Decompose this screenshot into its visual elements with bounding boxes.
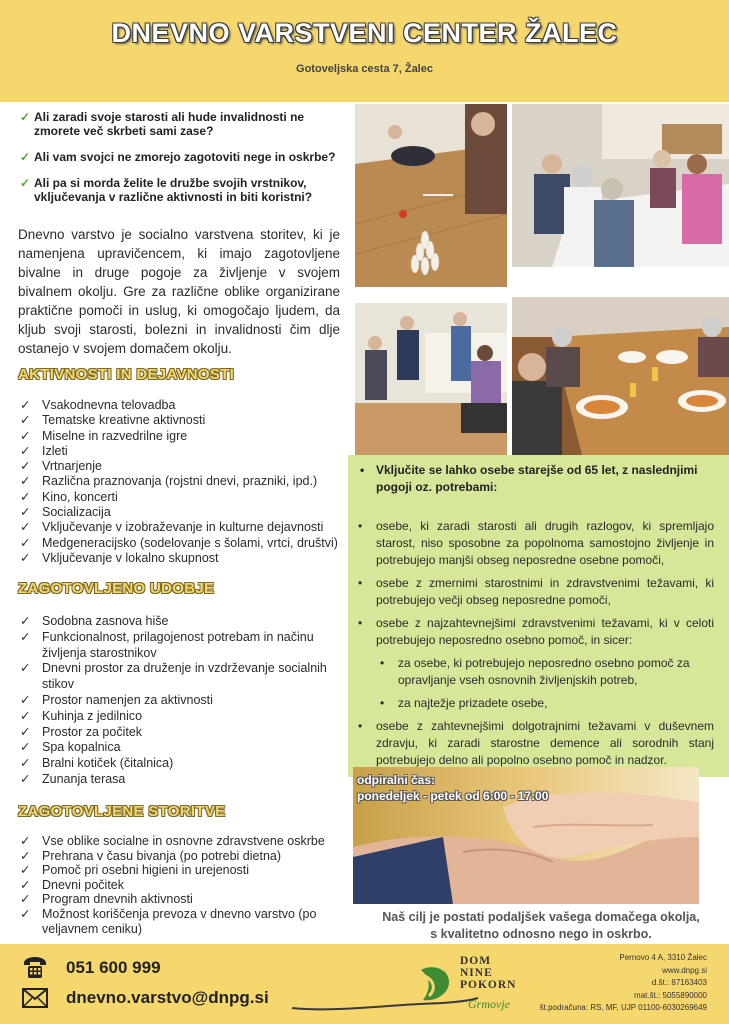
service-item: ✓ Dnevni počitek xyxy=(20,877,124,892)
eligibility-subitem: • za osebe, ki potrebujejo neposredno osebno pomoč za opravljanje vseh osnovnih življenjskih potreb, xyxy=(380,656,690,687)
services-heading: ZAGOTOVLJENE STORITVE xyxy=(18,803,226,820)
photo-bowling xyxy=(355,104,507,287)
comfort-item: ✓ Dnevni prostor za druženje in vzdrževanje socialnih stikov xyxy=(20,661,327,692)
service-item: ✓ Prehrana v času bivanja (po potrebi dietna) xyxy=(20,848,282,863)
intro-paragraph: Dnevno varstvo je socialno varstvena storitev, ki je namenjena upravičencem, ki imajo zagotovljene bivalne in druge pogoje za življenje v svojem bivalnem okolju. Gre za različne oblike organizirane praktične pomoči in uslug, ki omogočajo ljudem, da kljub svoji starosti, bolezni in invalidnosti čim dlje ostanejo v svojem domačem okolju. xyxy=(18,227,340,356)
comfort-item: ✓ Prostor namenjen za aktivnosti xyxy=(20,692,213,707)
leaf-logo-icon xyxy=(415,962,455,1006)
bullet-icon: • xyxy=(380,696,385,710)
email-contact[interactable] xyxy=(22,987,269,1009)
check-icon: ✓ xyxy=(20,740,31,755)
email-address: dnevno.varstvo@dnpg.si xyxy=(66,988,269,1007)
service-item: ✓ Program dnevnih aktivnosti xyxy=(20,892,193,907)
check-icon: ✓ xyxy=(20,724,31,739)
check-icon: ✓ xyxy=(20,629,31,644)
bullet-icon: • xyxy=(358,616,363,630)
comfort-item: ✓ Spa kopalnica xyxy=(20,740,121,755)
eligibility-item: • osebe z najzahtevnejšimi zdravstvenimi težavami, ki v celoti potrebujejo neposredno osebno pomoč, in sicer: xyxy=(358,616,714,647)
check-icon: ✓ xyxy=(20,443,31,458)
check-icon: ✓ xyxy=(20,692,31,707)
eligibility-list xyxy=(358,518,714,775)
activity-item: ✓ Kino, koncerti xyxy=(20,489,118,504)
center-address: Gotoveljska cesta 7, Žalec xyxy=(296,63,433,75)
check-icon: ✓ xyxy=(20,877,31,892)
service-item: ✓ Pomoč pri osebni higieni in urejenosti xyxy=(20,863,250,878)
eligibility-lead: • Vključite se lahko osebe starejše od 65 let, z naslednjimi pogoji oz. potrebami: xyxy=(360,463,698,494)
comfort-list xyxy=(20,614,330,788)
activity-item: ✓ Socializacija xyxy=(20,505,111,520)
check-icon: ✓ xyxy=(20,834,31,848)
check-icon: ✓ xyxy=(20,413,31,428)
photo-lunch xyxy=(512,297,729,455)
check-icon: ✓ xyxy=(20,176,31,190)
footer-registration-number: mat.št.: 5055890000 xyxy=(634,990,707,1000)
activity-item: ✓ Vključevanje v lokalno skupnost xyxy=(20,550,219,565)
header-banner xyxy=(0,0,729,102)
services-list xyxy=(20,834,340,936)
activities-heading: AKTIVNOSTI IN DEJAVNOSTI xyxy=(18,366,235,383)
comfort-item: ✓ Kuhinja z jedilnico xyxy=(20,708,143,723)
footer-tax-number: d.št.: 87163403 xyxy=(651,978,707,987)
bullet-icon: • xyxy=(360,463,365,477)
intro-questions xyxy=(20,110,340,216)
comfort-heading: ZAGOTOVLJENO UDOBJE xyxy=(18,580,215,597)
eligibility-item: • osebe, ki zaradi starosti ali drugih razlogov, ki spremljajo starost, niso sposobne za popolnoma samostojno življenje in potrebujejo manjši obseg neposredne osebne pomoči, xyxy=(358,519,714,567)
phone-icon xyxy=(22,955,48,981)
comfort-item: ✓ Sodobna zasnova hiše xyxy=(20,614,169,628)
activity-item: ✓ Vključevanje v izobraževanje in kulturne dejavnosti xyxy=(20,520,324,535)
activities-list xyxy=(20,398,350,566)
check-icon: ✓ xyxy=(20,489,31,504)
activity-item: ✓ Izleti xyxy=(20,443,68,458)
activity-item: ✓ Različna praznovanja (rojstni dnevi, prazniki, ipd.) xyxy=(20,474,318,489)
activity-item: ✓ Vsakodnevna telovadba xyxy=(20,398,176,412)
phone-number: 051 600 999 xyxy=(66,958,161,977)
check-icon: ✓ xyxy=(20,848,31,863)
activity-item: ✓ Vrtnarjenje xyxy=(20,459,102,474)
check-icon: ✓ xyxy=(20,892,31,907)
service-item: ✓ Vse oblike socialne in osnovne zdravstvene oskrbe xyxy=(20,834,325,848)
comfort-item: ✓ Funkcionalnost, prilagojenost potrebam in načinu življenja starostnikov xyxy=(20,629,314,660)
check-icon: ✓ xyxy=(20,535,31,550)
check-icon: ✓ xyxy=(20,505,31,520)
footer-address: Pernovo 4 A, 3310 Žalec xyxy=(619,953,707,962)
logo-subtitle: Grmovje xyxy=(468,997,510,1011)
photo-exercise xyxy=(355,303,507,455)
check-icon: ✓ xyxy=(20,474,31,489)
check-icon: ✓ xyxy=(20,708,31,723)
check-icon: ✓ xyxy=(20,520,31,535)
check-icon: ✓ xyxy=(20,550,31,565)
footer-bank-account: št.podračuna: RS, MF, UJP 01100-6030269649 xyxy=(539,1003,707,1012)
footer-website[interactable]: www.dnpg.si xyxy=(662,965,707,975)
service-item: ✓ Možnost koriščenja prevoza v dnevno varstvo (po veljavnem ceniku) xyxy=(20,906,317,936)
photo-group-table xyxy=(512,104,729,267)
check-icon: ✓ xyxy=(20,459,31,474)
logo-text: DOM NINE POKORN xyxy=(460,955,517,991)
bullet-icon: • xyxy=(380,656,385,670)
eligibility-item: • osebe z zahtevnejšimi dolgotrajnimi težavami v duševnem zdravju, ki zaradi starostne demence ali sorodnih stanj potrebujejo delno ali popolno osebno pomoč in nadzor. xyxy=(358,719,714,767)
comfort-item: ✓ Prostor za počitek xyxy=(20,724,143,739)
check-icon: ✓ xyxy=(20,661,31,676)
phone-contact[interactable] xyxy=(22,955,161,981)
check-icon: ✓ xyxy=(20,771,31,786)
intro-question: ✓ Ali zaradi svoje starosti ali hude invalidnosti ne zmorete več skrbeti sami zase? xyxy=(20,110,305,138)
check-icon: ✓ xyxy=(20,614,31,628)
check-icon: ✓ xyxy=(20,398,31,412)
comfort-item: ✓ Zunanja terasa xyxy=(20,771,126,786)
comfort-item: ✓ Bralni kotiček (čitalnica) xyxy=(20,756,174,771)
bullet-icon: • xyxy=(358,576,363,590)
activity-item: ✓ Miselne in razvedrilne igre xyxy=(20,428,188,443)
check-icon: ✓ xyxy=(20,428,31,443)
intro-question: ✓ Ali vam svojci ne zmorejo zagotoviti nege in oskrbe? xyxy=(20,150,336,164)
check-icon: ✓ xyxy=(20,150,31,164)
eligibility-item: • osebe z zmernimi starostnimi in zdravstvenimi težavami, ki potrebujejo večji obseg neposredne pomoči, xyxy=(358,576,714,607)
envelope-icon xyxy=(22,987,48,1009)
activity-item: ✓ Tematske kreativne aktivnosti xyxy=(20,413,206,428)
check-icon: ✓ xyxy=(20,863,31,878)
check-icon: ✓ xyxy=(20,756,31,771)
check-icon: ✓ xyxy=(20,906,31,921)
eligibility-subitem: • za najtežje prizadete osebe, xyxy=(380,696,548,710)
goal-statement: Naš cilj je postati podaljšek vašega domačega okolja, s kvalitetno odnosno nego in oskrbo. xyxy=(382,910,700,941)
page-title: DNEVNO VARSTVENI CENTER ŽALEC xyxy=(111,18,618,48)
opening-hours: odpiralni čas: ponedeljek - petek od 6:00 - 17:00 xyxy=(357,773,549,803)
bullet-icon: • xyxy=(358,519,363,533)
check-icon: ✓ xyxy=(20,110,31,124)
intro-question: ✓ Ali pa si morda želite le družbe svojih vrstnikov, vključevanja v različne aktivnosti in biti koristni? xyxy=(20,176,313,204)
bullet-icon: • xyxy=(358,719,363,733)
activity-item: ✓ Medgeneracijsko (sodelovanje s šolami, vrtci, društvi) xyxy=(20,535,338,550)
footer-info xyxy=(540,952,707,1015)
